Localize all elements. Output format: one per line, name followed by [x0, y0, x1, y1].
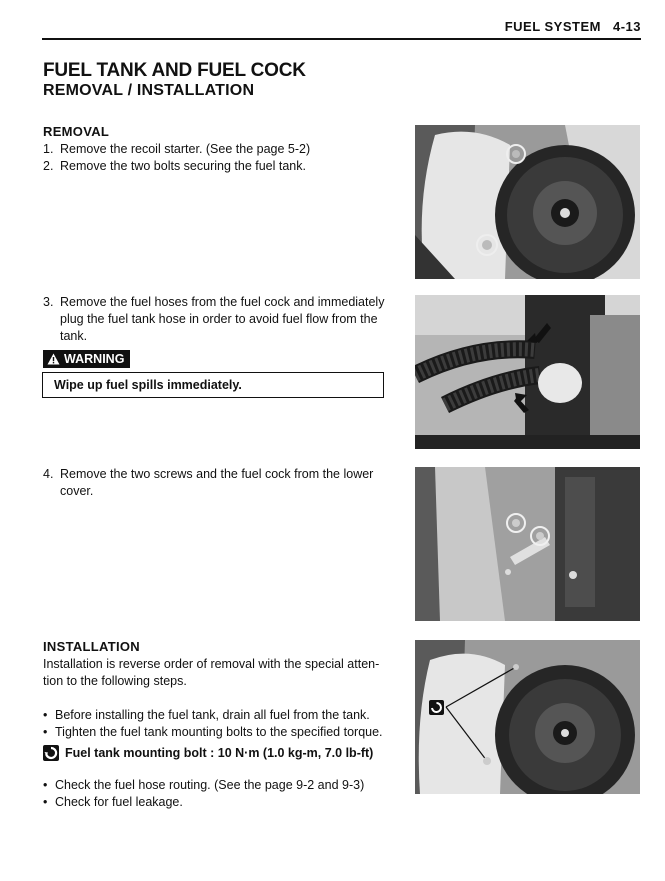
list-item: • Before installing the fuel tank, drain all fuel from the tank.	[43, 708, 370, 722]
removal-heading: REMOVAL	[43, 124, 110, 139]
warning-label: WARNING	[43, 350, 130, 368]
installation-bullets-a	[43, 707, 388, 741]
warning-box	[42, 372, 384, 398]
step-3: 3. Remove the fuel hoses from the fuel cock and immediately plug the fuel tank hose in order to avoid fuel flow from the tank.	[43, 295, 385, 343]
installation-bullets-b	[43, 777, 388, 811]
step-1: 1. Remove the recoil starter. (See the page 5-2)	[43, 142, 311, 156]
photo-fuel-hoses	[415, 295, 640, 449]
photo-fuel-cock-screws	[415, 467, 640, 621]
warning-triangle-icon	[47, 353, 60, 365]
photo-fuel-tank-bolts	[415, 125, 640, 279]
installation-intro: Installation is reverse order of removal with the special atten- tion to the following steps.	[43, 657, 380, 688]
torque-spec: Fuel tank mounting bolt : 10 N·m (1.0 kg-m, 7.0 lb-ft)	[43, 745, 373, 761]
step-4: 4. Remove the two screws and the fuel cock from the lower cover.	[43, 467, 374, 498]
photo-installation-bolts	[415, 640, 640, 794]
installation-heading: INSTALLATION	[43, 639, 140, 654]
header-rule	[42, 38, 641, 40]
running-header	[505, 19, 641, 34]
page-title: FUEL TANK AND FUEL COCK	[43, 60, 306, 81]
header-page-number: 4-13	[612, 19, 641, 34]
header-section: FUEL SYSTEM	[504, 19, 601, 34]
page-subtitle: REMOVAL / INSTALLATION	[43, 82, 255, 99]
removal-steps-1-2	[43, 141, 388, 175]
step-2: 2. Remove the two bolts securing the fuel tank.	[43, 159, 306, 173]
warning-text: Wipe up fuel spills immediately.	[54, 378, 242, 392]
list-item: • Check the fuel hose routing. (See the page 9-2 and 9-3)	[43, 778, 365, 792]
torque-wrench-icon	[43, 745, 59, 761]
list-item: • Tighten the fuel tank mounting bolts to the specified torque.	[43, 725, 383, 739]
list-item: • Check for fuel leakage.	[43, 795, 183, 809]
